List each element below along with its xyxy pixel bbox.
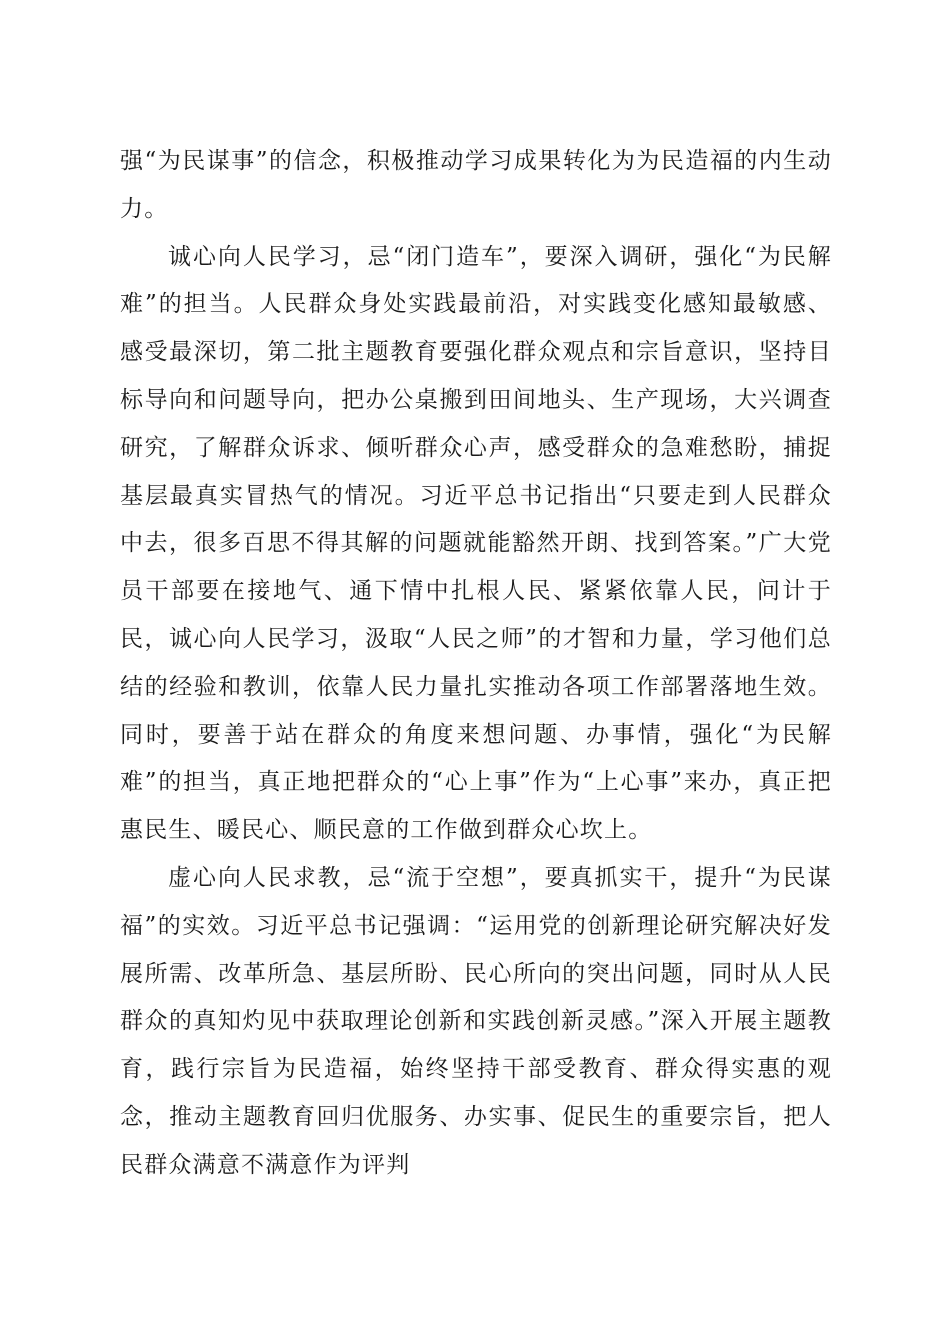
paragraph-learn-from-people: 诚心向人民学习，忌“闭门造车”，要深入调研，强化“为民解难”的担当。人民群众身处实践最前沿，对实践变化感知最敏感、感受最深切，第二批主题教育要强化群众观点和宗旨意识，坚持目标导向和问题导向，把办公桌搬到田间地头、生产现场，大兴调查研究，了解群众诉求、倾听群众心声，感受群众的急难愁盼，捕捉基层最真实冒热气的情况。习近平总书记指出“只要走到人民群众中去，很多百思不得其解的问题就能豁然开朗、找到答案。”广大党员干部要在接地气、通下情中扎根人民、紧紧依靠人民，问计于民，诚心向人民学习，汲取“人民之师”的才智和力量，学习他们总结的经验和教训，依靠人民力量扎实推动各项工作部署落地生效。同时，要善于站在群众的角度来想问题、办事情，强化“为民解难”的担当，真正地把群众的“心上事”作为“上心事”来办，真正把惠民生、暖民心、顺民意的工作做到群众心坎上。	[120, 243, 832, 844]
document-body	[120, 138, 832, 1190]
paragraph-continuation: 强“为民谋事”的信念，积极推动学习成果转化为为民造福的内生动力。	[120, 148, 832, 222]
paragraph-consult-people: 虚心向人民求教，忌“流于空想”，要真抓实干，提升“为民谋福”的实效。习近平总书记强调：“运用党的创新理论研究解决好发展所需、改革所急、基层所盼、民心所向的突出问题，同时从人民群众的真知灼见中获取理论创新和实践创新灵感。”深入开展主题教育，践行宗旨为民造福，始终坚持干部受教育、群众得实惠的观念，推动主题教育回归优服务、办实事、促民生的重要宗旨，把人民群众满意不满意作为评判	[120, 864, 832, 1178]
